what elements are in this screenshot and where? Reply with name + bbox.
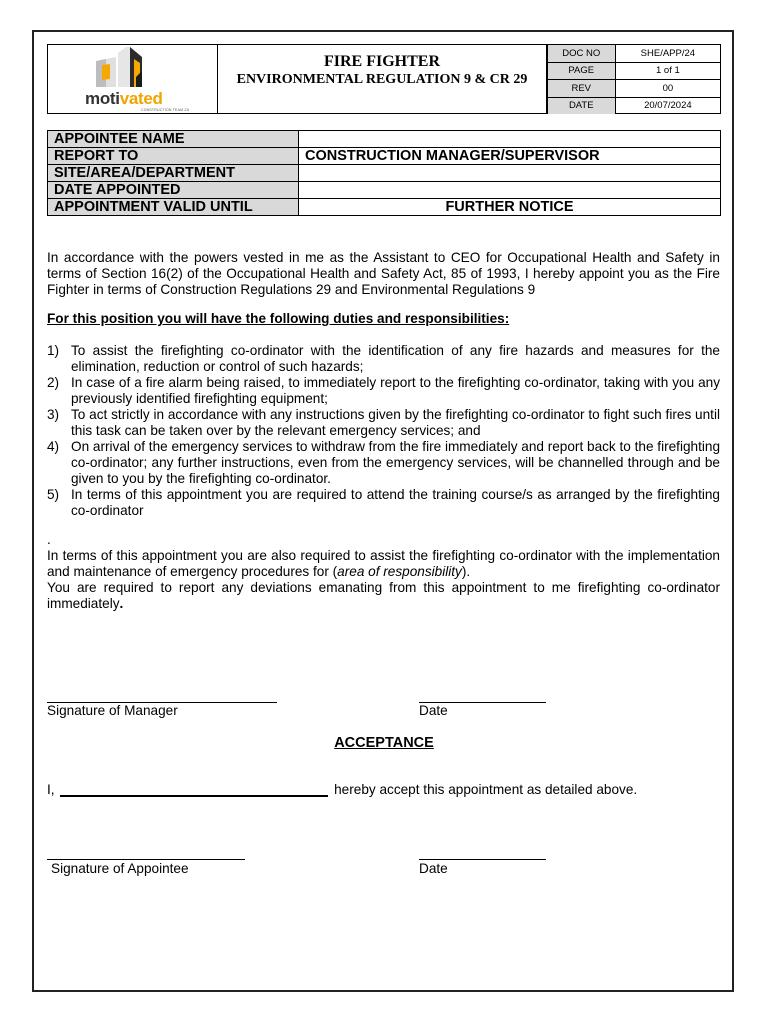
date-appointed-field[interactable] [299,182,721,199]
list-number: 2) [47,375,60,390]
document-header [47,44,721,114]
appointee-name-blank[interactable] [60,795,328,797]
site-area-field[interactable] [299,165,721,182]
acceptance-heading: ACCEPTANCE [334,735,434,751]
document-meta-table [547,45,720,114]
meta-row [547,45,720,62]
list-item [47,375,720,407]
company-logo [48,45,218,113]
meta-row [547,80,720,98]
list-number: 3) [47,407,60,422]
reporting-paragraph: You are required to report any deviations emanating from this appointment to me firefighting co-ordinator immediately. [47,580,720,611]
meta-value: SHE/APP/24 [615,45,720,62]
meta-label: REV [547,80,615,98]
site-area-label: SITE/AREA/DEPARTMENT [48,165,299,182]
list-number: 1) [47,343,60,358]
list-number: 5) [47,487,60,502]
document-subtitle: ENVIRONMENTAL REGULATION 9 & CR 29 [236,72,528,87]
meta-value: 1 of 1 [615,62,720,80]
appointment-info-table [47,130,721,216]
manager-date-label: Date [419,703,448,718]
appointee-signature-line[interactable] [47,859,245,860]
acceptance-statement: I, hereby accept this appointment as detailed above. [47,782,638,797]
duties-list [47,343,720,519]
duty-text: To act strictly in accordance with any instructions given by the firefighting co-ordinator to fight such fires until this task can be taken over by the relevant emergency services; and [71,407,720,438]
appointee-name-label: APPOINTEE NAME [48,131,299,148]
intro-paragraph: In accordance with the powers vested in me as the Assistant to CEO for Occupational Health and Safety in terms of Section 16(2) of the Occupational Health and Safety Act, 85 of 1993, I hereby appoint you as the Fire Fighter in terms of Construction Regulations 29 and Environmental Regulations 9 [47,250,720,297]
appointee-name-field[interactable] [299,131,721,148]
report-to-label: REPORT TO [48,148,299,165]
table-row [48,131,721,148]
table-row [48,148,721,165]
meta-row [547,62,720,80]
valid-until-value: FURTHER NOTICE [299,199,721,216]
table-row [48,165,721,182]
valid-until-label: APPOINTMENT VALID UNTIL [48,199,299,216]
meta-label: PAGE [547,62,615,80]
manager-signature-label: Signature of Manager [47,703,178,718]
stray-dot: . [47,532,51,547]
appointee-date-label: Date [419,861,448,876]
appointee-date-line[interactable] [419,859,546,860]
report-to-value: CONSTRUCTION MANAGER/SUPERVISOR [299,148,721,165]
list-number: 4) [47,439,60,454]
building-logo-icon [96,47,166,91]
list-item [47,487,720,519]
meta-label: DATE [547,97,615,114]
list-item [47,343,720,375]
duty-text: On arrival of the emergency services to withdraw from the fire immediately and report back to the firefighting co-ordinator; any further instructions, even from the emergency services, will be channelled through and be given to you by the firefighting co-ordinator. [71,439,721,486]
list-item [47,407,720,439]
area-of-responsibility-italic: area of responsibility [337,564,462,579]
meta-value: 00 [615,80,720,98]
duties-heading: For this position you will have the following duties and responsibilities: [47,311,510,326]
date-appointed-label: DATE APPOINTED [48,182,299,199]
table-row [48,199,721,216]
duty-text: To assist the firefighting co-ordinator with the identification of any fire hazards and measures for the elimination, reduction or control of such hazards; [71,343,720,374]
logo-tagline: CONSTRUCTION TEAM ZA [141,108,190,112]
document-title: FIRE FIGHTER [323,53,440,70]
duty-text: In terms of this appointment you are required to attend the training course/s as arranged by the firefighting co-ordinator [71,487,720,518]
logo-wordmark: motivated [85,89,163,108]
meta-row [547,97,720,114]
table-row [48,182,721,199]
meta-value: 20/07/2024 [615,97,720,114]
list-item [47,439,720,487]
emergency-procedures-paragraph: In terms of this appointment you are also required to assist the firefighting co-ordinator with the implementation and maintenance of emergency procedures for (area of responsibility). [47,548,720,579]
appointee-signature-label: Signature of Appointee [51,861,189,876]
duty-text: In case of a fire alarm being raised, to immediately report to the firefighting co-ordinator, taking with you any previously identified firefighting equipment; [71,375,720,406]
meta-label: DOC NO [547,45,615,62]
document-title-block [218,45,547,113]
